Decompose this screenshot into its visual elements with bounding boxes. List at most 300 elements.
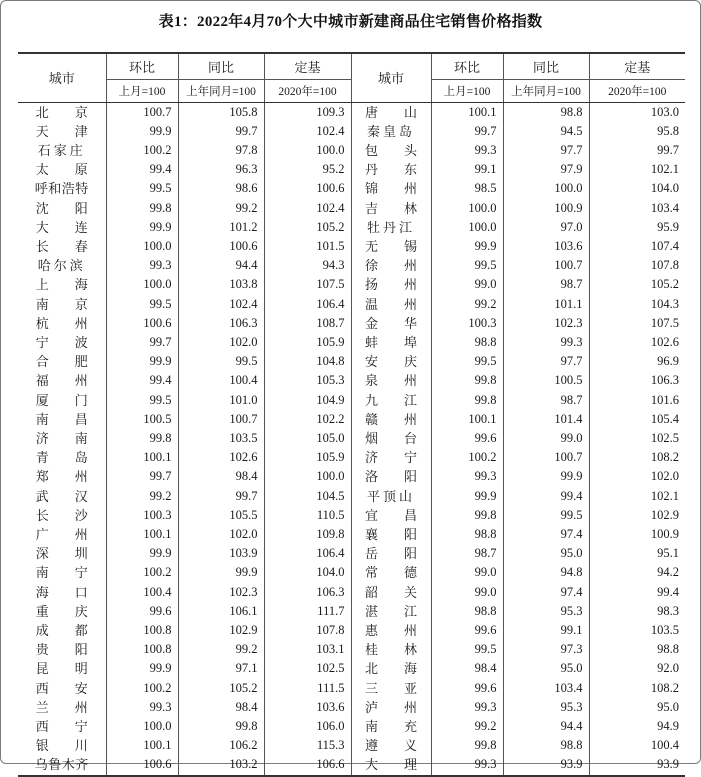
cell-city-right: 南 充 bbox=[351, 717, 431, 736]
cell-base-left: 107.5 bbox=[264, 275, 351, 294]
cell-yoy-right: 93.9 bbox=[503, 755, 589, 774]
cell-mom-right: 99.1 bbox=[431, 160, 503, 179]
cell-base-right: 105.4 bbox=[650, 411, 679, 426]
table-row bbox=[18, 160, 685, 179]
cell-base-left: 106.6 bbox=[264, 755, 351, 774]
cell-city-left: 海 口 bbox=[18, 583, 106, 602]
cell-base-left: 105.9 bbox=[264, 333, 351, 352]
cell-base-right: 95.1 bbox=[657, 546, 679, 561]
cell-base-left: 94.3 bbox=[264, 256, 351, 275]
cell-base-left: 101.5 bbox=[264, 237, 351, 256]
cell-yoy-right: 100.7 bbox=[503, 256, 589, 275]
cell-city-left: 银 川 bbox=[18, 736, 106, 755]
cell-base-right: 98.3 bbox=[657, 603, 679, 618]
cell-city-right: 韶 关 bbox=[351, 583, 431, 602]
table-row bbox=[18, 736, 685, 755]
cell-mom-left: 99.4 bbox=[106, 160, 178, 179]
cell-mom-left: 99.8 bbox=[106, 429, 178, 448]
cell-city-left: 昆 明 bbox=[18, 659, 106, 678]
cell-city-left: 宁 波 bbox=[18, 333, 106, 352]
cell-mom-right: 99.2 bbox=[431, 717, 503, 736]
cell-yoy-right: 95.0 bbox=[503, 544, 589, 563]
cell-yoy-right: 95.0 bbox=[503, 659, 589, 678]
cell-mom-right: 99.3 bbox=[431, 467, 503, 486]
cell-mom-left: 100.4 bbox=[106, 583, 178, 602]
table-row bbox=[18, 410, 685, 429]
cell-base-right: 102.9 bbox=[650, 507, 679, 522]
cell-yoy-left: 102.3 bbox=[178, 583, 264, 602]
cell-base-right: 105.2 bbox=[650, 277, 679, 292]
cell-base-right: 95.8 bbox=[657, 123, 679, 138]
cell-base-left: 115.3 bbox=[264, 736, 351, 755]
cell-yoy-right: 97.7 bbox=[503, 141, 589, 160]
cell-yoy-left: 99.7 bbox=[178, 487, 264, 506]
cell-mom-left: 99.5 bbox=[106, 391, 178, 410]
cell-base-left: 107.8 bbox=[264, 621, 351, 640]
cell-city-left: 深 圳 bbox=[18, 544, 106, 563]
cell-mom-right: 99.6 bbox=[431, 679, 503, 698]
cell-yoy-left: 105.8 bbox=[178, 102, 264, 122]
cell-yoy-left: 102.0 bbox=[178, 525, 264, 544]
cell-city-right: 烟 台 bbox=[351, 429, 431, 448]
cell-yoy-left: 106.2 bbox=[178, 736, 264, 755]
cell-yoy-right: 99.5 bbox=[503, 506, 589, 525]
cell-mom-left: 99.5 bbox=[106, 179, 178, 198]
cell-base-left: 106.0 bbox=[264, 717, 351, 736]
cell-city-right: 泸 州 bbox=[351, 698, 431, 717]
cell-city-left: 乌鲁木齐 bbox=[18, 755, 106, 774]
cell-yoy-left: 101.0 bbox=[178, 391, 264, 410]
cell-mom-left: 100.2 bbox=[106, 141, 178, 160]
cell-city-left: 福 州 bbox=[18, 371, 106, 390]
cell-city-left: 重 庆 bbox=[18, 602, 106, 621]
table-row bbox=[18, 141, 685, 160]
cell-city-right: 赣 州 bbox=[351, 410, 431, 429]
header-mom-sub-right: 上月=100 bbox=[431, 79, 503, 102]
cell-mom-left: 100.6 bbox=[106, 755, 178, 774]
cell-yoy-right: 99.4 bbox=[503, 487, 589, 506]
cell-yoy-right: 103.4 bbox=[503, 679, 589, 698]
header-yoy-left: 同比 bbox=[178, 53, 264, 80]
cell-yoy-right: 99.1 bbox=[503, 621, 589, 640]
cell-base-left: 100.6 bbox=[264, 179, 351, 198]
cell-city-left: 南 昌 bbox=[18, 410, 106, 429]
cell-city-right: 唐 山 bbox=[351, 102, 431, 122]
cell-yoy-left: 100.7 bbox=[178, 410, 264, 429]
cell-yoy-left: 99.7 bbox=[178, 122, 264, 141]
cell-yoy-left: 94.4 bbox=[178, 256, 264, 275]
cell-yoy-right: 98.8 bbox=[503, 736, 589, 755]
cell-base-left: 100.0 bbox=[264, 467, 351, 486]
cell-city-right: 济 宁 bbox=[351, 448, 431, 467]
cell-mom-right: 98.7 bbox=[431, 544, 503, 563]
cell-city-left: 济 南 bbox=[18, 429, 106, 448]
cell-base-left: 108.7 bbox=[264, 314, 351, 333]
cell-yoy-left: 98.4 bbox=[178, 698, 264, 717]
table-row bbox=[18, 583, 685, 602]
table-row bbox=[18, 429, 685, 448]
cell-base-right: 92.0 bbox=[657, 661, 679, 676]
header-city-left: 城市 bbox=[18, 53, 106, 103]
cell-mom-left: 100.0 bbox=[106, 275, 178, 294]
cell-base-right: 102.0 bbox=[650, 469, 679, 484]
cell-mom-left: 100.3 bbox=[106, 506, 178, 525]
cell-yoy-right: 102.3 bbox=[503, 314, 589, 333]
cell-base-left: 105.3 bbox=[264, 371, 351, 390]
cell-base-left: 104.0 bbox=[264, 563, 351, 582]
cell-city-left: 大 连 bbox=[18, 218, 106, 237]
cell-yoy-right: 103.6 bbox=[503, 237, 589, 256]
cell-city-right: 大 理 bbox=[351, 755, 431, 774]
cell-base-right: 100.4 bbox=[650, 738, 679, 753]
cell-mom-left: 100.1 bbox=[106, 736, 178, 755]
cell-base-left: 109.8 bbox=[264, 525, 351, 544]
cell-city-right: 扬 州 bbox=[351, 275, 431, 294]
cell-base-right: 95.0 bbox=[657, 699, 679, 714]
cell-mom-left: 99.9 bbox=[106, 352, 178, 371]
header-yoy-sub-right: 上年同月=100 bbox=[503, 79, 589, 102]
table-row bbox=[18, 448, 685, 467]
cell-mom-right: 99.0 bbox=[431, 563, 503, 582]
cell-base-left: 95.2 bbox=[264, 160, 351, 179]
cell-yoy-right: 97.9 bbox=[503, 160, 589, 179]
table-row bbox=[18, 179, 685, 198]
cell-yoy-left: 102.4 bbox=[178, 295, 264, 314]
cell-mom-left: 100.7 bbox=[106, 102, 178, 122]
cell-mom-right: 99.5 bbox=[431, 256, 503, 275]
cell-mom-right: 99.3 bbox=[431, 755, 503, 774]
cell-yoy-left: 103.5 bbox=[178, 429, 264, 448]
cell-yoy-right: 95.3 bbox=[503, 602, 589, 621]
cell-base-left: 105.0 bbox=[264, 429, 351, 448]
cell-mom-right: 100.0 bbox=[431, 218, 503, 237]
cell-base-left: 100.0 bbox=[264, 141, 351, 160]
cell-mom-left: 99.2 bbox=[106, 487, 178, 506]
cell-base-right: 95.9 bbox=[657, 219, 679, 234]
cell-city-right: 襄 阳 bbox=[351, 525, 431, 544]
cell-city-left: 哈尔滨 bbox=[18, 256, 106, 275]
header-base-left: 定基 bbox=[264, 53, 351, 80]
cell-city-right: 北 海 bbox=[351, 659, 431, 678]
table-row bbox=[18, 102, 685, 122]
cell-yoy-left: 103.8 bbox=[178, 275, 264, 294]
cell-base-right: 107.5 bbox=[650, 315, 679, 330]
table-row bbox=[18, 199, 685, 218]
table-row bbox=[18, 698, 685, 717]
cell-city-right: 惠 州 bbox=[351, 621, 431, 640]
cell-yoy-left: 105.2 bbox=[178, 679, 264, 698]
table-row bbox=[18, 256, 685, 275]
cell-mom-right: 99.3 bbox=[431, 141, 503, 160]
cell-base-right: 107.8 bbox=[650, 258, 679, 273]
header-yoy-sub-left: 上年同月=100 bbox=[178, 79, 264, 102]
price-index-table bbox=[18, 52, 685, 775]
cell-city-right: 三 亚 bbox=[351, 679, 431, 698]
cell-yoy-right: 99.9 bbox=[503, 467, 589, 486]
table-row bbox=[18, 640, 685, 659]
cell-mom-left: 100.1 bbox=[106, 525, 178, 544]
table-row bbox=[18, 602, 685, 621]
cell-base-left: 105.9 bbox=[264, 448, 351, 467]
cell-mom-right: 99.8 bbox=[431, 371, 503, 390]
cell-city-left: 南 京 bbox=[18, 295, 106, 314]
cell-city-right: 平顶山 bbox=[351, 487, 431, 506]
cell-yoy-right: 99.0 bbox=[503, 429, 589, 448]
cell-base-left: 103.6 bbox=[264, 698, 351, 717]
cell-city-left: 西 安 bbox=[18, 679, 106, 698]
cell-yoy-left: 99.2 bbox=[178, 640, 264, 659]
cell-base-left: 103.1 bbox=[264, 640, 351, 659]
cell-yoy-left: 101.2 bbox=[178, 218, 264, 237]
cell-base-right: 104.3 bbox=[650, 296, 679, 311]
cell-base-right: 103.5 bbox=[650, 622, 679, 637]
cell-city-right: 泉 州 bbox=[351, 371, 431, 390]
cell-city-right: 牡丹江 bbox=[351, 218, 431, 237]
cell-yoy-right: 94.5 bbox=[503, 122, 589, 141]
cell-city-right: 徐 州 bbox=[351, 256, 431, 275]
header-mom-right: 环比 bbox=[431, 53, 503, 80]
cell-base-left: 111.5 bbox=[264, 679, 351, 698]
cell-mom-right: 99.6 bbox=[431, 621, 503, 640]
table-row bbox=[18, 755, 685, 774]
cell-mom-right: 99.2 bbox=[431, 295, 503, 314]
cell-city-right: 无 锡 bbox=[351, 237, 431, 256]
header-city-right: 城市 bbox=[351, 53, 431, 103]
cell-yoy-left: 102.0 bbox=[178, 333, 264, 352]
cell-base-right: 99.7 bbox=[657, 142, 679, 157]
cell-base-right: 99.4 bbox=[657, 584, 679, 599]
cell-yoy-right: 98.8 bbox=[503, 102, 589, 122]
cell-yoy-right: 98.7 bbox=[503, 275, 589, 294]
cell-base-right: 102.1 bbox=[650, 162, 679, 177]
table-row bbox=[18, 333, 685, 352]
cell-yoy-left: 106.3 bbox=[178, 314, 264, 333]
cell-mom-left: 100.2 bbox=[106, 563, 178, 582]
cell-base-left: 104.5 bbox=[264, 487, 351, 506]
cell-city-left: 太 原 bbox=[18, 160, 106, 179]
table-row bbox=[18, 314, 685, 333]
cell-mom-left: 100.8 bbox=[106, 640, 178, 659]
cell-mom-left: 100.5 bbox=[106, 410, 178, 429]
table-row bbox=[18, 679, 685, 698]
cell-base-right: 103.4 bbox=[650, 200, 679, 215]
cell-city-right: 宜 昌 bbox=[351, 506, 431, 525]
cell-mom-right: 99.3 bbox=[431, 698, 503, 717]
cell-base-right: 96.9 bbox=[657, 354, 679, 369]
header-row-group bbox=[18, 53, 685, 80]
cell-mom-right: 98.8 bbox=[431, 602, 503, 621]
cell-city-left: 西 宁 bbox=[18, 717, 106, 736]
cell-mom-left: 99.9 bbox=[106, 659, 178, 678]
cell-mom-right: 100.2 bbox=[431, 448, 503, 467]
header-base-sub-left: 2020年=100 bbox=[264, 79, 351, 102]
cell-yoy-right: 100.5 bbox=[503, 371, 589, 390]
cell-base-left: 111.7 bbox=[264, 602, 351, 621]
cell-yoy-right: 94.4 bbox=[503, 717, 589, 736]
cell-mom-right: 99.9 bbox=[431, 237, 503, 256]
cell-city-right: 洛 阳 bbox=[351, 467, 431, 486]
cell-base-right: 104.0 bbox=[650, 181, 679, 196]
cell-city-left: 广 州 bbox=[18, 525, 106, 544]
cell-city-left: 合 肥 bbox=[18, 352, 106, 371]
cell-mom-right: 99.6 bbox=[431, 429, 503, 448]
cell-city-right: 蚌 埠 bbox=[351, 333, 431, 352]
cell-yoy-left: 102.9 bbox=[178, 621, 264, 640]
header-base-right: 定基 bbox=[589, 53, 685, 80]
cell-mom-left: 100.8 bbox=[106, 621, 178, 640]
cell-mom-left: 99.9 bbox=[106, 544, 178, 563]
cell-base-left: 102.4 bbox=[264, 122, 351, 141]
cell-yoy-right: 100.7 bbox=[503, 448, 589, 467]
cell-mom-left: 99.4 bbox=[106, 371, 178, 390]
cell-city-left: 青 岛 bbox=[18, 448, 106, 467]
cell-mom-right: 99.0 bbox=[431, 275, 503, 294]
header-yoy-right: 同比 bbox=[503, 53, 589, 80]
cell-base-right: 100.9 bbox=[650, 526, 679, 541]
cell-base-left: 102.2 bbox=[264, 410, 351, 429]
cell-city-right: 常 德 bbox=[351, 563, 431, 582]
cell-city-left: 武 汉 bbox=[18, 487, 106, 506]
cell-city-right: 包 头 bbox=[351, 141, 431, 160]
cell-mom-left: 100.6 bbox=[106, 314, 178, 333]
cell-city-right: 遵 义 bbox=[351, 736, 431, 755]
cell-mom-left: 99.9 bbox=[106, 218, 178, 237]
cell-city-left: 成 都 bbox=[18, 621, 106, 640]
cell-city-right: 九 江 bbox=[351, 391, 431, 410]
cell-yoy-left: 102.6 bbox=[178, 448, 264, 467]
cell-yoy-left: 98.4 bbox=[178, 467, 264, 486]
cell-city-right: 丹 东 bbox=[351, 160, 431, 179]
cell-yoy-left: 105.5 bbox=[178, 506, 264, 525]
table-row bbox=[18, 467, 685, 486]
cell-city-right: 秦皇岛 bbox=[351, 122, 431, 141]
cell-mom-right: 100.1 bbox=[431, 410, 503, 429]
cell-base-left: 106.4 bbox=[264, 544, 351, 563]
table-row bbox=[18, 371, 685, 390]
cell-mom-left: 100.0 bbox=[106, 237, 178, 256]
cell-base-right: 102.5 bbox=[650, 430, 679, 445]
cell-yoy-left: 103.2 bbox=[178, 755, 264, 774]
cell-mom-right: 99.5 bbox=[431, 640, 503, 659]
cell-yoy-left: 98.6 bbox=[178, 179, 264, 198]
cell-city-right: 岳 阳 bbox=[351, 544, 431, 563]
table-row bbox=[18, 525, 685, 544]
table-row bbox=[18, 487, 685, 506]
cell-mom-left: 99.5 bbox=[106, 295, 178, 314]
table-title: 表1：2022年4月70个大中城市新建商品住宅销售价格指数 bbox=[158, 14, 543, 30]
cell-mom-right: 98.8 bbox=[431, 525, 503, 544]
cell-base-right: 93.9 bbox=[657, 757, 679, 772]
table-row bbox=[18, 218, 685, 237]
cell-yoy-right: 100.0 bbox=[503, 179, 589, 198]
cell-mom-left: 100.2 bbox=[106, 679, 178, 698]
cell-base-left: 110.5 bbox=[264, 506, 351, 525]
cell-city-left: 贵 阳 bbox=[18, 640, 106, 659]
cell-base-right: 108.2 bbox=[650, 450, 679, 465]
cell-base-left: 106.4 bbox=[264, 295, 351, 314]
cell-base-left: 105.2 bbox=[264, 218, 351, 237]
cell-base-right: 98.8 bbox=[657, 642, 679, 657]
cell-mom-left: 99.8 bbox=[106, 199, 178, 218]
cell-yoy-left: 100.4 bbox=[178, 371, 264, 390]
cell-city-left: 上 海 bbox=[18, 275, 106, 294]
cell-yoy-right: 94.8 bbox=[503, 563, 589, 582]
cell-city-left: 长 春 bbox=[18, 237, 106, 256]
cell-city-left: 兰 州 bbox=[18, 698, 106, 717]
cell-mom-right: 99.9 bbox=[431, 487, 503, 506]
cell-yoy-left: 97.8 bbox=[178, 141, 264, 160]
cell-mom-right: 99.5 bbox=[431, 352, 503, 371]
table-row bbox=[18, 544, 685, 563]
cell-base-right: 101.6 bbox=[650, 392, 679, 407]
cell-base-right: 108.2 bbox=[650, 680, 679, 695]
table-body bbox=[18, 102, 685, 775]
cell-mom-left: 100.0 bbox=[106, 717, 178, 736]
cell-city-left: 厦 门 bbox=[18, 391, 106, 410]
cell-city-right: 温 州 bbox=[351, 295, 431, 314]
cell-city-right: 金 华 bbox=[351, 314, 431, 333]
cell-yoy-right: 98.7 bbox=[503, 391, 589, 410]
cell-mom-right: 99.8 bbox=[431, 736, 503, 755]
table-row bbox=[18, 717, 685, 736]
cell-mom-right: 100.0 bbox=[431, 199, 503, 218]
cell-base-left: 109.3 bbox=[264, 102, 351, 122]
cell-yoy-left: 99.2 bbox=[178, 199, 264, 218]
table-row bbox=[18, 391, 685, 410]
cell-base-right: 102.6 bbox=[650, 334, 679, 349]
cell-mom-right: 99.8 bbox=[431, 391, 503, 410]
table-row bbox=[18, 563, 685, 582]
cell-base-left: 104.8 bbox=[264, 352, 351, 371]
cell-yoy-left: 99.9 bbox=[178, 563, 264, 582]
cell-yoy-right: 95.3 bbox=[503, 698, 589, 717]
cell-mom-left: 99.7 bbox=[106, 467, 178, 486]
table-row bbox=[18, 659, 685, 678]
header-base-sub-right: 2020年=100 bbox=[589, 79, 685, 102]
cell-yoy-right: 97.3 bbox=[503, 640, 589, 659]
cell-yoy-right: 101.1 bbox=[503, 295, 589, 314]
cell-yoy-left: 103.9 bbox=[178, 544, 264, 563]
cell-mom-left: 99.3 bbox=[106, 698, 178, 717]
cell-base-right: 107.4 bbox=[650, 238, 679, 253]
cell-mom-right: 98.8 bbox=[431, 333, 503, 352]
cell-yoy-left: 99.8 bbox=[178, 717, 264, 736]
cell-yoy-right: 97.7 bbox=[503, 352, 589, 371]
cell-yoy-right: 97.4 bbox=[503, 583, 589, 602]
cell-yoy-right: 97.0 bbox=[503, 218, 589, 237]
cell-base-right: 102.1 bbox=[650, 488, 679, 503]
cell-mom-right: 98.5 bbox=[431, 179, 503, 198]
table-bottom-rule bbox=[18, 775, 685, 777]
table-row bbox=[18, 352, 685, 371]
cell-city-right: 湛 江 bbox=[351, 602, 431, 621]
cell-yoy-left: 97.1 bbox=[178, 659, 264, 678]
cell-base-left: 102.4 bbox=[264, 199, 351, 218]
cell-yoy-left: 106.1 bbox=[178, 602, 264, 621]
cell-yoy-right: 101.4 bbox=[503, 410, 589, 429]
cell-mom-right: 99.8 bbox=[431, 506, 503, 525]
table-row bbox=[18, 275, 685, 294]
cell-mom-right: 98.4 bbox=[431, 659, 503, 678]
cell-mom-left: 99.9 bbox=[106, 122, 178, 141]
cell-mom-left: 99.7 bbox=[106, 333, 178, 352]
cell-mom-right: 99.7 bbox=[431, 122, 503, 141]
cell-base-left: 106.3 bbox=[264, 583, 351, 602]
cell-base-right: 94.2 bbox=[657, 565, 679, 580]
cell-city-right: 锦 州 bbox=[351, 179, 431, 198]
cell-city-left: 郑 州 bbox=[18, 467, 106, 486]
cell-mom-left: 99.6 bbox=[106, 602, 178, 621]
